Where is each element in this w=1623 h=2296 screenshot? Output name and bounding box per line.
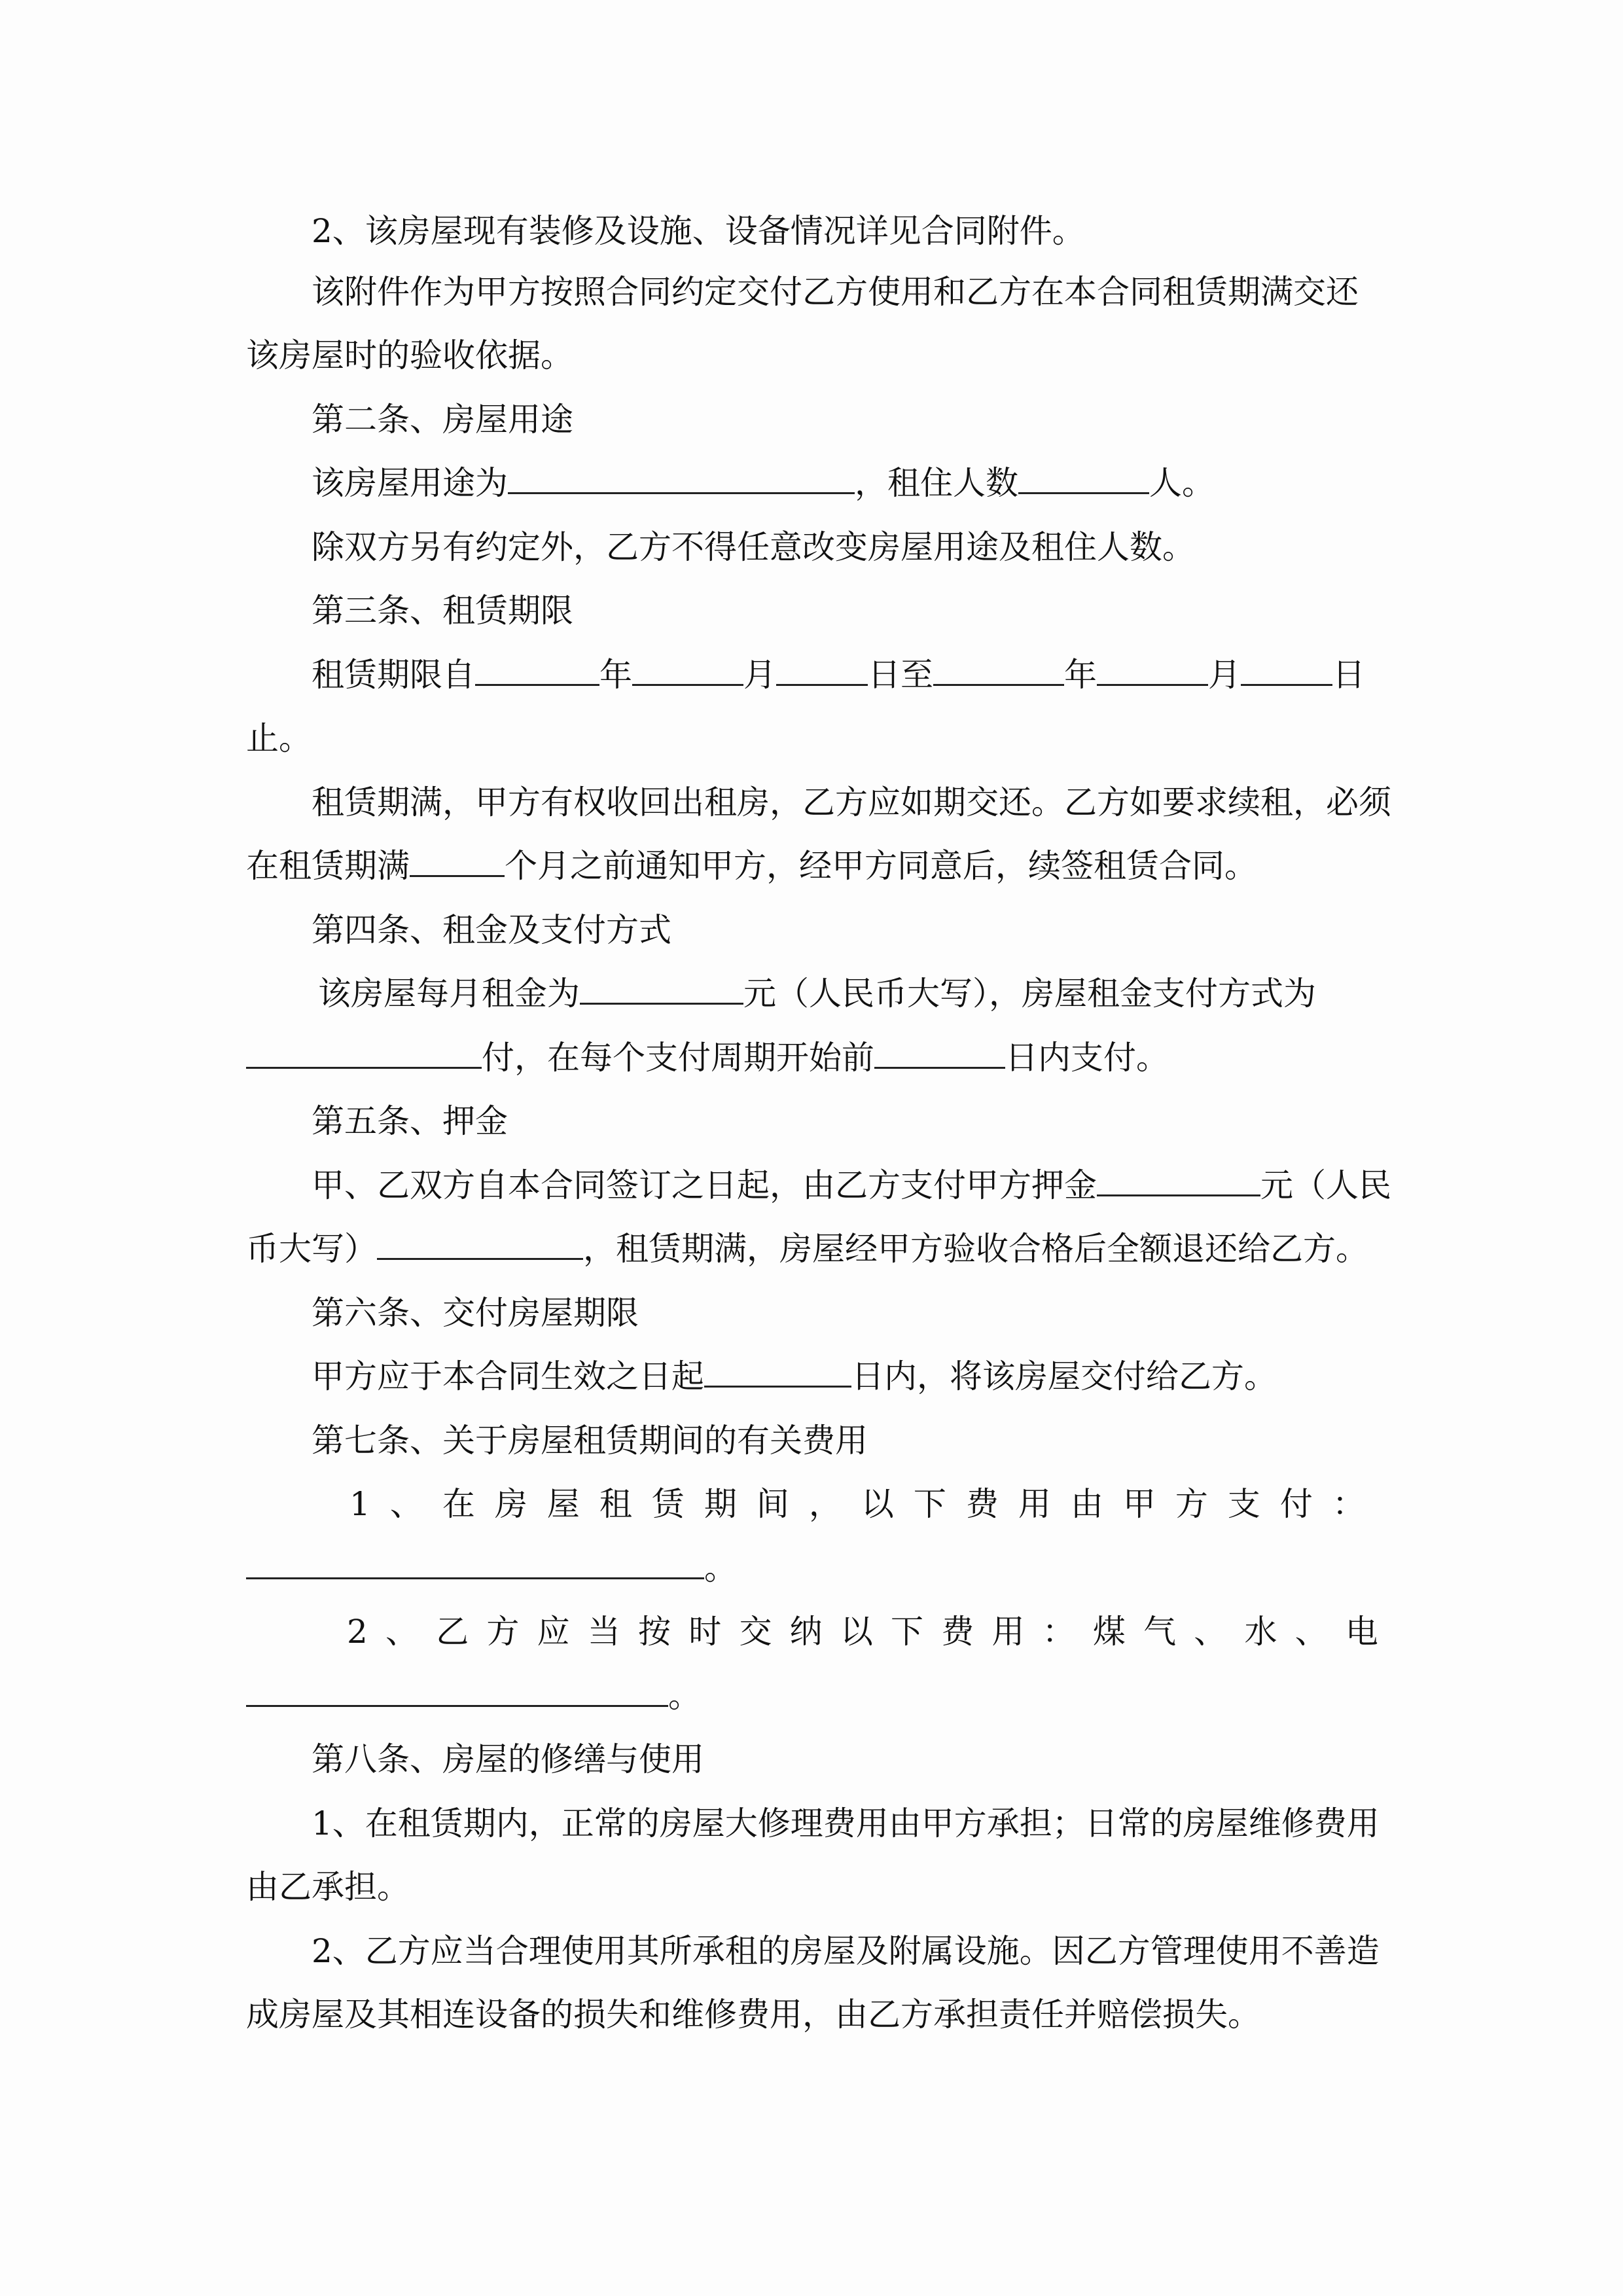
- article-heading: 第五条、押金: [312, 1102, 508, 1140]
- fill-blank-delivery-days[interactable]: [704, 1355, 851, 1388]
- glyph: 费: [941, 1613, 974, 1651]
- clause-line: [312, 653, 1377, 696]
- article-heading: 第四条、租金及支付方式: [312, 911, 671, 949]
- clause-line: [246, 844, 1377, 888]
- glyph: 付: [1279, 1485, 1313, 1523]
- clause-line-justified: [347, 1610, 1378, 1653]
- clause-text: 月: [1208, 656, 1241, 694]
- glyph: 交: [739, 1613, 772, 1651]
- clause-line: 该附件作为甲方按照合同约定交付乙方使用和乙方在本合同租赁期满交还: [312, 273, 1359, 311]
- article-heading: 第三条、租赁期限: [312, 592, 573, 630]
- glyph: 租: [599, 1485, 632, 1523]
- clause-text: 个月之前通知甲方，经甲方同意后，续签租赁合同。: [505, 847, 1257, 885]
- article-heading: 第二条、房屋用途: [312, 401, 573, 439]
- glyph: 应: [537, 1613, 570, 1651]
- glyph: 煤: [1092, 1613, 1126, 1651]
- glyph: 费: [965, 1485, 999, 1523]
- clause-line: 2、该房屋现有装修及设施、设备情况详见合同附件。: [312, 212, 1085, 250]
- glyph: 间: [756, 1485, 789, 1523]
- glyph: 1: [349, 1485, 370, 1523]
- clause-text: ，租住人数: [855, 464, 1018, 502]
- glyph: 乙: [436, 1613, 469, 1651]
- glyph: 纳: [789, 1613, 823, 1651]
- clause-line: [246, 1227, 1377, 1270]
- glyph: 用: [991, 1613, 1025, 1651]
- glyph: 时: [688, 1613, 722, 1651]
- glyph: 当: [587, 1613, 620, 1651]
- glyph: 、: [389, 1485, 423, 1523]
- glyph: 2: [347, 1613, 368, 1651]
- glyph: 下: [913, 1485, 946, 1523]
- clause-text: 日内支付。: [1005, 1039, 1169, 1077]
- fill-blank-usage[interactable]: [508, 462, 855, 494]
- fill-blank-end-day[interactable]: [1241, 654, 1332, 686]
- clause-text: 在租赁期满: [246, 847, 410, 885]
- clause-text: 付，在每个支付周期开始前: [482, 1039, 874, 1077]
- clause-line: [246, 1036, 1377, 1079]
- clause-line: [312, 1355, 1377, 1398]
- glyph: 、: [1294, 1613, 1328, 1651]
- clause-text: 。: [704, 1549, 737, 1587]
- clause-text: 租赁期限自: [312, 656, 475, 694]
- clause-line: 2、乙方应当合理使用其所承租的房屋及附属设施。因乙方管理使用不善造: [312, 1932, 1380, 1970]
- clause-line: [246, 1547, 1377, 1590]
- fill-blank-deposit[interactable]: [1097, 1164, 1260, 1196]
- article-heading: 第八条、房屋的修缮与使用: [312, 1740, 704, 1778]
- glyph: 下: [891, 1613, 924, 1651]
- fill-blank-start-month[interactable]: [632, 654, 743, 686]
- fill-blank-deposit-words[interactable]: [377, 1228, 583, 1260]
- glyph: 用: [1018, 1485, 1051, 1523]
- article-heading: 第六条、交付房屋期限: [312, 1294, 639, 1332]
- clause-line-justified: [349, 1482, 1365, 1526]
- glyph: 期: [704, 1485, 737, 1523]
- fill-blank-occupants[interactable]: [1018, 462, 1149, 494]
- clause-text: 年: [599, 656, 632, 694]
- glyph: 由: [1070, 1485, 1103, 1523]
- clause-text: ，租赁期满，房屋经甲方验收合格后全额退还给乙方。: [583, 1230, 1368, 1268]
- clause-line: [312, 461, 1377, 505]
- glyph: 甲: [1122, 1485, 1156, 1523]
- clause-text: 日: [1332, 656, 1365, 694]
- clause-text: 该房屋每月租金为: [318, 975, 580, 1013]
- glyph: 、: [385, 1613, 419, 1651]
- glyph: ：: [1332, 1485, 1365, 1523]
- glyph: 气: [1143, 1613, 1177, 1651]
- clause-line: 止。: [246, 719, 312, 757]
- fill-blank-start-year[interactable]: [475, 654, 599, 686]
- clause-line: 1、在租赁期内，正常的房屋大修理费用由甲方承担；日常的房屋维修费用: [312, 1804, 1380, 1842]
- fill-blank-payment-days[interactable]: [874, 1037, 1005, 1069]
- clause-line: 租赁期满，甲方有权收回出租房，乙方应如期交还。乙方如要求续租，必须: [312, 783, 1391, 821]
- glyph: 方: [486, 1613, 520, 1651]
- clause-text: 日至: [868, 656, 933, 694]
- glyph: 以: [861, 1485, 894, 1523]
- clause-line: 成房屋及其相连设备的损失和维修费用，由乙方承担责任并赔偿损失。: [246, 1996, 1260, 2034]
- clause-line: 除双方另有约定外，乙方不得任意改变房屋用途及租住人数。: [312, 528, 1195, 566]
- clause-line: [246, 1674, 1377, 1717]
- fill-blank-landlord-fees[interactable]: [246, 1547, 704, 1579]
- glyph: 在: [442, 1485, 475, 1523]
- fill-blank-notice-months[interactable]: [410, 845, 505, 877]
- glyph: 电: [1345, 1613, 1378, 1651]
- clause-text: 元（人民: [1260, 1166, 1391, 1204]
- glyph: 方: [1175, 1485, 1208, 1523]
- clause-text: 该房屋用途为: [312, 464, 508, 502]
- clause-text: 甲、乙双方自本合同签订之日起，由乙方支付甲方押金: [312, 1166, 1097, 1204]
- glyph: 支: [1227, 1485, 1260, 1523]
- glyph: 、: [1194, 1613, 1227, 1651]
- fill-blank-payment-method[interactable]: [246, 1037, 482, 1069]
- clause-line: [318, 972, 1377, 1015]
- glyph: 水: [1244, 1613, 1277, 1651]
- clause-text: 人。: [1149, 464, 1215, 502]
- glyph: 按: [638, 1613, 671, 1651]
- fill-blank-tenant-fees[interactable]: [246, 1675, 668, 1707]
- glyph: 房: [494, 1485, 527, 1523]
- glyph: ：: [1042, 1613, 1075, 1651]
- clause-line: 由乙承担。: [246, 1868, 410, 1906]
- glyph: 赁: [651, 1485, 685, 1523]
- fill-blank-monthly-rent[interactable]: [580, 973, 743, 1005]
- glyph: 屋: [546, 1485, 580, 1523]
- glyph: 以: [840, 1613, 873, 1651]
- article-heading: 第七条、关于房屋租赁期间的有关费用: [312, 1422, 868, 1460]
- glyph: ，: [808, 1485, 842, 1523]
- clause-text: 。: [668, 1677, 701, 1715]
- clause-line: [312, 1164, 1391, 1207]
- fill-blank-start-day[interactable]: [776, 654, 868, 686]
- clause-line: 该房屋时的验收依据。: [246, 336, 573, 374]
- clause-text: 甲方应于本合同生效之日起: [312, 1357, 704, 1395]
- clause-text: 日内，将该房屋交付给乙方。: [851, 1357, 1277, 1395]
- fill-blank-end-month[interactable]: [1097, 654, 1208, 686]
- clause-text: 年: [1064, 656, 1097, 694]
- clause-text: 元（人民币大写），房屋租金支付方式为: [743, 975, 1316, 1013]
- clause-text: 币大写）: [246, 1230, 377, 1268]
- clause-text: 月: [743, 656, 776, 694]
- fill-blank-end-year[interactable]: [933, 654, 1064, 686]
